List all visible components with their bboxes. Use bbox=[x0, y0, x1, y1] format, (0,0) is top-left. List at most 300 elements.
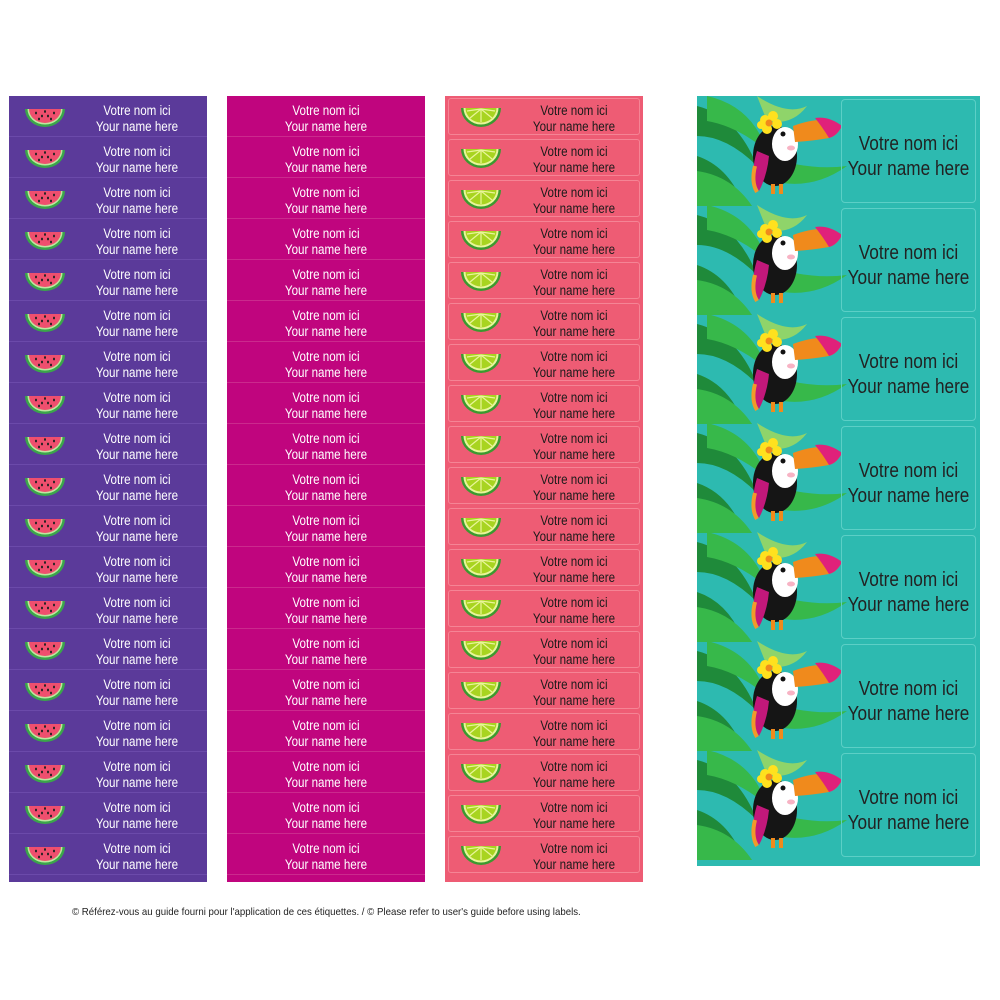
english-name-line: Your name here bbox=[847, 594, 970, 616]
french-name-line: Votre nom ici bbox=[858, 569, 959, 591]
name-label bbox=[445, 465, 643, 506]
english-name-line: Your name here bbox=[532, 324, 616, 339]
label-text bbox=[241, 841, 411, 873]
french-name-line: Votre nom ici bbox=[540, 144, 608, 159]
label-text bbox=[241, 349, 411, 381]
label-text bbox=[77, 800, 197, 832]
french-name-line: Votre nom ici bbox=[858, 678, 959, 700]
label-text bbox=[241, 267, 411, 299]
english-name-line: Your name here bbox=[95, 570, 179, 585]
name-label bbox=[227, 752, 425, 793]
label-text bbox=[77, 718, 197, 750]
french-name-line: Votre nom ici bbox=[103, 759, 171, 774]
label-text bbox=[77, 308, 197, 340]
name-label bbox=[9, 670, 207, 711]
english-name-line: Your name here bbox=[847, 485, 970, 507]
english-name-line: Your name here bbox=[284, 119, 368, 134]
name-label bbox=[227, 793, 425, 834]
french-name-line: Votre nom ici bbox=[292, 841, 360, 856]
name-label bbox=[227, 711, 425, 752]
english-name-line: Your name here bbox=[284, 201, 368, 216]
label-text bbox=[515, 513, 634, 545]
french-name-line: Votre nom ici bbox=[540, 759, 608, 774]
watermelon-icon bbox=[23, 515, 67, 539]
label-text bbox=[241, 103, 411, 135]
french-name-line: Votre nom ici bbox=[540, 349, 608, 364]
french-name-line: Votre nom ici bbox=[540, 226, 608, 241]
french-name-line: Votre nom ici bbox=[292, 513, 360, 528]
french-name-line: Votre nom ici bbox=[540, 308, 608, 323]
name-label bbox=[9, 178, 207, 219]
label-text bbox=[77, 103, 197, 135]
lime-slice-icon bbox=[459, 228, 503, 252]
english-name-line: Your name here bbox=[284, 734, 368, 749]
english-name-line: Your name here bbox=[284, 857, 368, 872]
english-name-line: Your name here bbox=[284, 488, 368, 503]
name-label bbox=[227, 424, 425, 465]
french-name-line: Votre nom ici bbox=[103, 185, 171, 200]
english-name-line: Your name here bbox=[532, 406, 616, 421]
english-name-line: Your name here bbox=[532, 734, 616, 749]
french-name-line: Votre nom ici bbox=[292, 472, 360, 487]
english-name-line: Your name here bbox=[95, 160, 179, 175]
label-text bbox=[847, 677, 970, 727]
french-name-line: Votre nom ici bbox=[858, 133, 959, 155]
lime-slice-icon bbox=[459, 351, 503, 375]
lime-slice-icon bbox=[459, 720, 503, 744]
english-name-line: Your name here bbox=[847, 376, 970, 398]
label-text bbox=[77, 349, 197, 381]
watermelon-icon bbox=[23, 105, 67, 129]
english-name-line: Your name here bbox=[532, 488, 616, 503]
name-label bbox=[9, 547, 207, 588]
french-name-line: Votre nom ici bbox=[540, 718, 608, 733]
label-text bbox=[241, 595, 411, 627]
french-name-line: Votre nom ici bbox=[292, 267, 360, 282]
lime-slice-icon bbox=[459, 392, 503, 416]
label-text bbox=[241, 636, 411, 668]
name-label bbox=[227, 137, 425, 178]
label-text bbox=[241, 308, 411, 340]
name-label bbox=[445, 96, 643, 137]
label-text bbox=[77, 595, 197, 627]
toucan-icon bbox=[697, 96, 847, 206]
english-name-line: Your name here bbox=[532, 160, 616, 175]
english-name-line: Your name here bbox=[532, 775, 616, 790]
english-name-line: Your name here bbox=[284, 242, 368, 257]
english-name-line: Your name here bbox=[95, 488, 179, 503]
english-name-line: Your name here bbox=[532, 816, 616, 831]
french-name-line: Votre nom ici bbox=[540, 185, 608, 200]
lime-slice-icon bbox=[459, 187, 503, 211]
english-name-line: Your name here bbox=[284, 160, 368, 175]
name-label bbox=[445, 260, 643, 301]
english-name-line: Your name here bbox=[284, 570, 368, 585]
french-name-line: Votre nom ici bbox=[540, 595, 608, 610]
french-name-line: Votre nom ici bbox=[540, 554, 608, 569]
label-text bbox=[847, 241, 970, 291]
name-label bbox=[9, 711, 207, 752]
label-text bbox=[847, 459, 970, 509]
label-text bbox=[515, 308, 634, 340]
french-name-line: Votre nom ici bbox=[292, 800, 360, 815]
name-label bbox=[227, 342, 425, 383]
english-name-line: Your name here bbox=[847, 267, 970, 289]
english-name-line: Your name here bbox=[284, 693, 368, 708]
english-name-line: Your name here bbox=[284, 611, 368, 626]
label-text bbox=[241, 677, 411, 709]
watermelon-icon bbox=[23, 392, 67, 416]
name-label bbox=[445, 137, 643, 178]
name-label bbox=[9, 506, 207, 547]
english-name-line: Your name here bbox=[532, 201, 616, 216]
toucan-icon bbox=[697, 314, 847, 424]
name-label bbox=[227, 588, 425, 629]
name-label bbox=[445, 588, 643, 629]
name-label bbox=[227, 96, 425, 137]
english-name-line: Your name here bbox=[847, 812, 970, 834]
french-name-line: Votre nom ici bbox=[103, 431, 171, 446]
lime-slice-icon bbox=[459, 556, 503, 580]
french-name-line: Votre nom ici bbox=[103, 472, 171, 487]
name-label bbox=[227, 219, 425, 260]
label-text bbox=[77, 267, 197, 299]
name-label bbox=[227, 383, 425, 424]
french-name-line: Votre nom ici bbox=[103, 308, 171, 323]
name-label bbox=[9, 137, 207, 178]
english-name-line: Your name here bbox=[847, 158, 970, 180]
name-label bbox=[445, 834, 643, 875]
label-text bbox=[515, 636, 634, 668]
lime-slice-icon bbox=[459, 105, 503, 129]
french-name-line: Votre nom ici bbox=[292, 185, 360, 200]
watermelon-icon bbox=[23, 761, 67, 785]
name-label bbox=[9, 260, 207, 301]
french-name-line: Votre nom ici bbox=[103, 595, 171, 610]
name-label bbox=[9, 752, 207, 793]
watermelon-icon bbox=[23, 638, 67, 662]
label-text bbox=[515, 390, 634, 422]
watermelon-icon bbox=[23, 433, 67, 457]
label-text bbox=[77, 554, 197, 586]
watermelon-icon bbox=[23, 679, 67, 703]
english-name-line: Your name here bbox=[532, 447, 616, 462]
lime-slice-icon bbox=[459, 802, 503, 826]
lime-slice-icon bbox=[459, 474, 503, 498]
watermelon-icon bbox=[23, 843, 67, 867]
toucan-name-label bbox=[697, 750, 980, 860]
french-name-line: Votre nom ici bbox=[103, 677, 171, 692]
english-name-line: Your name here bbox=[95, 652, 179, 667]
french-name-line: Votre nom ici bbox=[292, 759, 360, 774]
english-name-line: Your name here bbox=[95, 283, 179, 298]
name-label bbox=[445, 342, 643, 383]
name-label bbox=[227, 301, 425, 342]
label-text bbox=[241, 144, 411, 176]
french-name-line: Votre nom ici bbox=[540, 390, 608, 405]
english-name-line: Your name here bbox=[284, 529, 368, 544]
watermelon-icon bbox=[23, 187, 67, 211]
watermelon-icon bbox=[23, 269, 67, 293]
name-label bbox=[9, 465, 207, 506]
label-text bbox=[241, 431, 411, 463]
label-text bbox=[515, 431, 634, 463]
watermelon-icon bbox=[23, 597, 67, 621]
english-name-line: Your name here bbox=[532, 119, 616, 134]
label-text bbox=[77, 759, 197, 791]
english-name-line: Your name here bbox=[532, 529, 616, 544]
lime-slice-icon bbox=[459, 638, 503, 662]
french-name-line: Votre nom ici bbox=[292, 226, 360, 241]
french-name-line: Votre nom ici bbox=[103, 841, 171, 856]
label-text bbox=[847, 786, 970, 836]
name-label bbox=[445, 793, 643, 834]
label-text bbox=[515, 841, 634, 873]
name-label bbox=[227, 260, 425, 301]
english-name-line: Your name here bbox=[95, 365, 179, 380]
english-name-line: Your name here bbox=[284, 652, 368, 667]
label-text bbox=[77, 226, 197, 258]
french-name-line: Votre nom ici bbox=[540, 103, 608, 118]
english-name-line: Your name here bbox=[95, 816, 179, 831]
toucan-name-label bbox=[697, 423, 980, 533]
label-text bbox=[77, 431, 197, 463]
english-name-line: Your name here bbox=[532, 283, 616, 298]
english-name-line: Your name here bbox=[284, 283, 368, 298]
watermelon-icon bbox=[23, 310, 67, 334]
label-text bbox=[77, 677, 197, 709]
french-name-line: Votre nom ici bbox=[103, 103, 171, 118]
name-label bbox=[9, 793, 207, 834]
name-label bbox=[9, 424, 207, 465]
label-text bbox=[515, 718, 634, 750]
french-name-line: Votre nom ici bbox=[540, 677, 608, 692]
english-name-line: Your name here bbox=[95, 324, 179, 339]
toucan-icon bbox=[697, 641, 847, 751]
english-name-line: Your name here bbox=[532, 242, 616, 257]
french-name-line: Votre nom ici bbox=[103, 226, 171, 241]
name-label bbox=[445, 383, 643, 424]
english-name-line: Your name here bbox=[284, 447, 368, 462]
lime-slice-icon bbox=[459, 843, 503, 867]
label-text bbox=[77, 513, 197, 545]
name-label bbox=[9, 342, 207, 383]
english-name-line: Your name here bbox=[95, 201, 179, 216]
toucan-name-label bbox=[697, 314, 980, 424]
name-label bbox=[445, 752, 643, 793]
lime-slice-icon bbox=[459, 761, 503, 785]
french-name-line: Votre nom ici bbox=[103, 144, 171, 159]
name-label bbox=[9, 219, 207, 260]
label-text bbox=[515, 185, 634, 217]
label-text bbox=[515, 677, 634, 709]
label-text bbox=[515, 267, 634, 299]
french-name-line: Votre nom ici bbox=[292, 718, 360, 733]
english-name-line: Your name here bbox=[284, 406, 368, 421]
label-text bbox=[515, 554, 634, 586]
french-name-line: Votre nom ici bbox=[540, 800, 608, 815]
english-name-line: Your name here bbox=[95, 775, 179, 790]
name-label bbox=[9, 629, 207, 670]
english-name-line: Your name here bbox=[532, 857, 616, 872]
watermelon-icon bbox=[23, 720, 67, 744]
lime-slice-icon bbox=[459, 146, 503, 170]
french-name-line: Votre nom ici bbox=[292, 144, 360, 159]
name-label bbox=[227, 178, 425, 219]
french-name-line: Votre nom ici bbox=[292, 677, 360, 692]
label-text bbox=[241, 759, 411, 791]
label-text bbox=[515, 800, 634, 832]
english-name-line: Your name here bbox=[532, 693, 616, 708]
name-label bbox=[9, 588, 207, 629]
name-label bbox=[227, 629, 425, 670]
french-name-line: Votre nom ici bbox=[103, 718, 171, 733]
label-text bbox=[515, 472, 634, 504]
label-text bbox=[77, 185, 197, 217]
french-name-line: Votre nom ici bbox=[103, 636, 171, 651]
english-name-line: Your name here bbox=[95, 242, 179, 257]
english-name-line: Your name here bbox=[95, 447, 179, 462]
label-text bbox=[77, 390, 197, 422]
english-name-line: Your name here bbox=[284, 365, 368, 380]
label-text bbox=[77, 472, 197, 504]
french-name-line: Votre nom ici bbox=[292, 390, 360, 405]
english-name-line: Your name here bbox=[95, 857, 179, 872]
label-text bbox=[847, 350, 970, 400]
lime-slice-icon bbox=[459, 433, 503, 457]
lime-slice-icon bbox=[459, 515, 503, 539]
name-label bbox=[9, 301, 207, 342]
french-name-line: Votre nom ici bbox=[858, 351, 959, 373]
toucan-icon bbox=[697, 750, 847, 860]
name-label bbox=[445, 629, 643, 670]
name-label bbox=[9, 383, 207, 424]
label-text bbox=[77, 636, 197, 668]
english-name-line: Your name here bbox=[284, 816, 368, 831]
name-label bbox=[445, 506, 643, 547]
french-name-line: Votre nom ici bbox=[858, 242, 959, 264]
label-text bbox=[515, 349, 634, 381]
french-name-line: Votre nom ici bbox=[540, 636, 608, 651]
label-text bbox=[241, 513, 411, 545]
watermelon-icon bbox=[23, 556, 67, 580]
lime-slice-icon bbox=[459, 679, 503, 703]
french-name-line: Votre nom ici bbox=[292, 554, 360, 569]
english-name-line: Your name here bbox=[95, 406, 179, 421]
label-text bbox=[515, 759, 634, 791]
label-text bbox=[515, 595, 634, 627]
label-text bbox=[77, 841, 197, 873]
name-label bbox=[227, 506, 425, 547]
english-name-line: Your name here bbox=[284, 775, 368, 790]
lime-slice-icon bbox=[459, 310, 503, 334]
watermelon-icon bbox=[23, 802, 67, 826]
french-name-line: Votre nom ici bbox=[103, 800, 171, 815]
toucan-icon bbox=[697, 532, 847, 642]
name-label bbox=[227, 834, 425, 875]
name-label bbox=[227, 547, 425, 588]
french-name-line: Votre nom ici bbox=[292, 308, 360, 323]
lime-slice-icon bbox=[459, 269, 503, 293]
french-name-line: Votre nom ici bbox=[103, 554, 171, 569]
label-text bbox=[515, 226, 634, 258]
english-name-line: Your name here bbox=[95, 119, 179, 134]
french-name-line: Votre nom ici bbox=[292, 103, 360, 118]
lime-slice-icon bbox=[459, 597, 503, 621]
magenta-label-sheet bbox=[227, 96, 425, 882]
label-text bbox=[77, 144, 197, 176]
label-text bbox=[241, 554, 411, 586]
french-name-line: Votre nom ici bbox=[858, 787, 959, 809]
french-name-line: Votre nom ici bbox=[540, 513, 608, 528]
english-name-line: Your name here bbox=[284, 324, 368, 339]
toucan-name-label bbox=[697, 205, 980, 315]
french-name-line: Votre nom ici bbox=[540, 267, 608, 282]
watermelon-icon bbox=[23, 474, 67, 498]
toucan-label-sheet bbox=[697, 96, 980, 866]
name-label bbox=[445, 178, 643, 219]
label-text bbox=[515, 103, 634, 135]
label-text bbox=[241, 390, 411, 422]
english-name-line: Your name here bbox=[532, 365, 616, 380]
french-name-line: Votre nom ici bbox=[292, 349, 360, 364]
french-name-line: Votre nom ici bbox=[292, 595, 360, 610]
french-name-line: Votre nom ici bbox=[103, 513, 171, 528]
french-name-line: Votre nom ici bbox=[103, 390, 171, 405]
name-label bbox=[445, 670, 643, 711]
french-name-line: Votre nom ici bbox=[292, 636, 360, 651]
toucan-name-label bbox=[697, 532, 980, 642]
name-label bbox=[9, 834, 207, 875]
lime-label-sheet bbox=[445, 96, 643, 882]
watermelon-icon bbox=[23, 146, 67, 170]
label-text bbox=[241, 718, 411, 750]
label-text bbox=[515, 144, 634, 176]
watermelon-icon bbox=[23, 351, 67, 375]
toucan-name-label bbox=[697, 96, 980, 206]
english-name-line: Your name here bbox=[532, 611, 616, 626]
label-text bbox=[241, 185, 411, 217]
label-text bbox=[241, 472, 411, 504]
toucan-icon bbox=[697, 205, 847, 315]
french-name-line: Votre nom ici bbox=[103, 267, 171, 282]
english-name-line: Your name here bbox=[532, 570, 616, 585]
toucan-name-label bbox=[697, 641, 980, 751]
name-label bbox=[445, 711, 643, 752]
name-label bbox=[9, 96, 207, 137]
french-name-line: Votre nom ici bbox=[540, 431, 608, 446]
label-text bbox=[241, 800, 411, 832]
french-name-line: Votre nom ici bbox=[540, 472, 608, 487]
label-text bbox=[241, 226, 411, 258]
name-label bbox=[445, 301, 643, 342]
label-text bbox=[847, 568, 970, 618]
french-name-line: Votre nom ici bbox=[103, 349, 171, 364]
french-name-line: Votre nom ici bbox=[292, 431, 360, 446]
name-label bbox=[445, 547, 643, 588]
english-name-line: Your name here bbox=[95, 529, 179, 544]
english-name-line: Your name here bbox=[847, 703, 970, 725]
english-name-line: Your name here bbox=[95, 734, 179, 749]
french-name-line: Votre nom ici bbox=[540, 841, 608, 856]
name-label bbox=[445, 219, 643, 260]
usage-disclaimer: © Référez-vous au guide fourni pour l'application de ces étiquettes. / © Please refer to user's guide before using labels. bbox=[72, 906, 581, 918]
name-label bbox=[227, 670, 425, 711]
english-name-line: Your name here bbox=[532, 652, 616, 667]
watermelon-icon bbox=[23, 228, 67, 252]
name-label bbox=[227, 465, 425, 506]
name-label bbox=[445, 424, 643, 465]
